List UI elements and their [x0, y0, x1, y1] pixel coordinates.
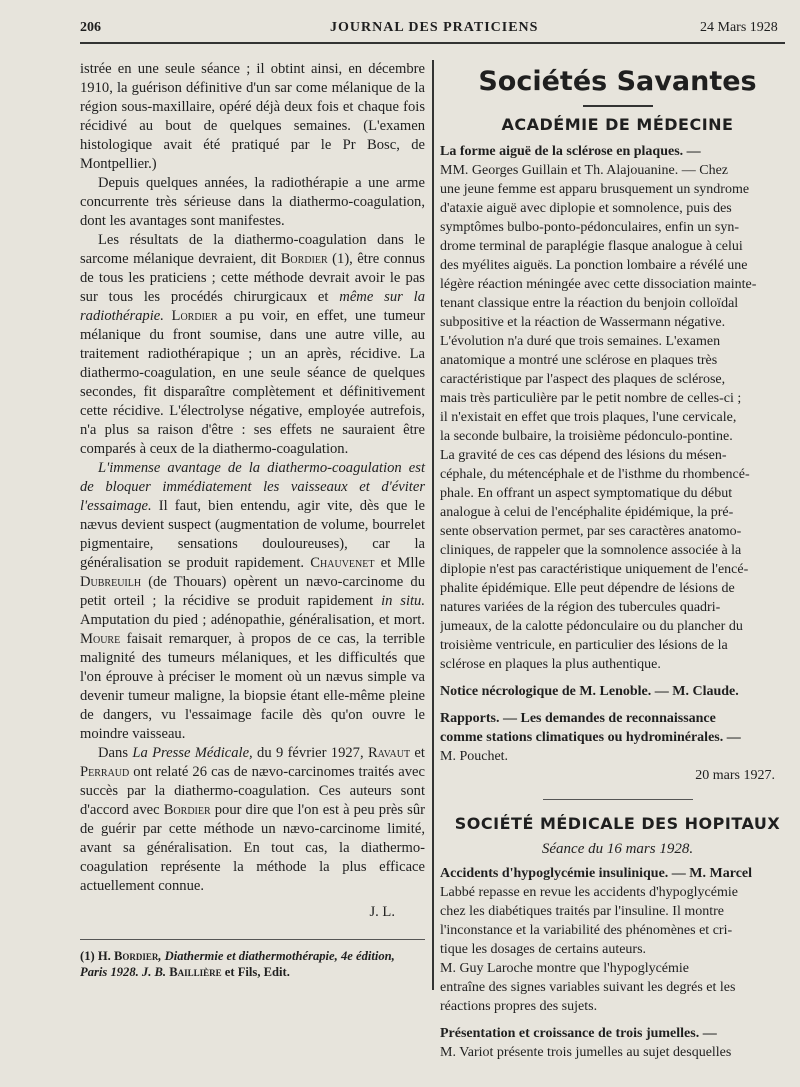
text-line: natures variées de la région des tubercules quadri- [440, 600, 721, 615]
text-line: troisième ventricule, en particulier des lésions de la [440, 638, 728, 653]
text-run: Les résultats de la diathermo-coagulation dans le sarcome mélanique devraient, dit [80, 232, 425, 267]
issue-date: 24 Mars 1928 [700, 20, 778, 35]
publisher-name: Baillière [169, 965, 222, 979]
author-name: Perraud [80, 764, 130, 780]
paragraph-5 [80, 744, 425, 896]
page-number: 206 [80, 20, 101, 35]
italic-run: L'immense avantage de la diathermo-coagulation est de bloquer immédiatement les vaisseaux et d'éviter l'essaimage. [80, 460, 425, 514]
header-rule [80, 42, 785, 44]
text-line: légère réaction méningée avec cette dissociation mainte- [440, 277, 757, 292]
text-run: et Fils, Edit. [221, 965, 290, 979]
author-name: Bordier [280, 251, 328, 267]
text-line: anatomique a montré une sclérose en plaques très [440, 353, 718, 368]
text-line: analogue à celui de l'encéphalite épidémique, la pré- [440, 505, 734, 520]
text-line: La forme aiguë de la sclérose en plaques. — [440, 144, 701, 159]
text-run: Amputation du pied ; adénopathie, généralisation, et mort. [80, 612, 425, 628]
date-line: 20 mars 1927. [695, 768, 775, 783]
text-run: et Mlle [374, 555, 425, 571]
text-run: et [410, 745, 425, 761]
text-run: pour dire que l'on est à peu près sûr de guérir par cette méthode un nævo-carcinome limité, avant sa généralisation. En tout cas, la diathermo-coagulation représente la méthode la plus efficace actuellement connue. [80, 802, 425, 894]
rapports-line-3: M. Pouchet. [440, 749, 509, 764]
text-run: (1) H. [80, 949, 114, 963]
author-name: Bordier [113, 949, 159, 963]
author-name: Moure [80, 631, 121, 647]
text-line: tique les dosages de certains auteurs. [440, 942, 647, 957]
text-line: chez les diabétiques traités par l'insuline. Il montre [440, 904, 724, 919]
signature: J. L. [369, 904, 395, 920]
italic-run: in situ. [381, 593, 425, 609]
text-line: réactions propres des sujets. [440, 999, 598, 1014]
text-line: phale. En offrant un aspect symptomatique du début [440, 486, 733, 501]
text-line: cliniques, de rappeler que la somnolence associée à la [440, 543, 742, 558]
rapports-line-1: Rapports. — Les demandes de reconnaissance [440, 711, 716, 726]
paragraph-2: Depuis quelques années, la radiothérapie a une arme concurrente très sérieuse dans la diathermo-coagulation, dont les avantages sont manifestes. [80, 175, 425, 229]
text-line: mais très particulière par le petit nombre de celles-ci ; [440, 391, 742, 406]
author-name: Chauvenet [310, 555, 375, 571]
notice-line: Notice nécrologique de M. Lenoble. — M. Claude. [440, 684, 739, 699]
paragraph-4 [80, 459, 425, 744]
text-line: subpositive et la réaction de Wassermann négative. [440, 315, 726, 330]
rapports-line-2: comme stations climatiques ou hydrominérales. — [440, 730, 741, 745]
text-run: (de Thouars) opèrent un nævo-carcinome du petit orteil ; la récidive se produit rapidement [80, 574, 425, 609]
text-line: sente observation permet, par ses caractères anatomo- [440, 524, 742, 539]
section-rule [583, 105, 653, 107]
section-divider [543, 799, 693, 800]
text-line: phalite épidémique. Elle peut dépendre de lésions de [440, 581, 735, 596]
right-column [440, 60, 795, 1062]
text-line: sclérose en plaques la plus authentique. [440, 657, 661, 672]
text-run: du 9 février 1927, [252, 745, 368, 761]
paragraph-1: istrée en une seule séance ; il obtint ainsi, en décembre 1910, la guérison définitive d'un sar come mélanique de la région sous-maxillaire, opéré déjà deux fois et chaque fois récidivé au bout de quelques semaines. (L'examen histologique avait été pratiqué par le Pr Bosc, de Montpellier.) [80, 61, 425, 172]
page-header [0, 0, 800, 45]
text-run: ont relaté 26 cas de nævo-carcinomes traités avec succès par la diathermo-coagulation. Ces auteurs sont d'accord avec [80, 764, 425, 818]
text-line: céphale, du métencéphale et de l'isthme du rhombencé- [440, 467, 750, 482]
text-line: symptômes bulbo-ponto-pédonculaires, enfin un syn- [440, 220, 740, 235]
section-title: Sociétés Savantes [478, 66, 757, 97]
left-column [80, 60, 425, 980]
text-line: il n'existait en effet que trois plaques, l'une cervicale, [440, 410, 737, 425]
italic-run: La Presse Médicale, [132, 745, 253, 761]
text-line: jumeaux, de la calotte pédonculaire ou du plancher du [440, 619, 743, 634]
paragraph-3 [80, 231, 425, 459]
text-line: une jeune femme est apparu brusquement un syndrome [440, 182, 750, 197]
text-line: caractéristique par l'aspect des plaques de sclérose, [440, 372, 726, 387]
text-run: Dans [98, 745, 133, 761]
text-line: diplopie n'est pas caractéristique uniquement de l'encé- [440, 562, 749, 577]
text-line: L'évolution n'a duré que trois semaines. L'examen [440, 334, 721, 349]
seance-date: Séance du 16 mars 1928. [541, 841, 694, 857]
italic-run: , Diathermie et diathermothérapie, 4e édition, Paris 1928. J. B. [80, 949, 395, 979]
text-line: l'inconstance et la variabilité des phénomènes et cri- [440, 923, 733, 938]
text-run: (1), être connus de tous les praticiens ; cette méthode devrait avoir le pas sur tous les procédés chirurgicaux et [80, 251, 426, 305]
italic-run: même sur la radiothérapie. [80, 289, 425, 324]
last-line-2: M. Variot présente trois jumelles au sujet desquelles [440, 1045, 732, 1060]
last-line-1: Présentation et croissance de trois jumelles. — [440, 1026, 717, 1041]
column-divider [432, 60, 434, 990]
text-run: faisait remarquer, à propos de ce cas, la terrible malignité des tumeurs mélaniques, et les difficultés que l'on éprouve à préciser le moment où un nævus simple va devenir tumeur maligne, la biopsie étant elle-même pleine de dangers, vu l'essaimage facile dès qu'on ouvre le moindre vaisseau. [80, 631, 425, 742]
footnote [80, 948, 425, 980]
text-line: drome terminal de paraplégie flasque analogue à celui [440, 239, 743, 254]
text-line: Accidents d'hypoglycémie insulinique. — M. Marcel [440, 866, 753, 881]
text-line: d'ataxie aiguë avec diplopie et somnolence, puis des [440, 201, 732, 216]
author-name: Lordier [163, 308, 218, 324]
text-line: entraîne des signes variables suivant les degrés et les [440, 980, 736, 995]
text-line: des myélites aiguës. La ponction lombaire a révélé une [440, 258, 748, 273]
society-heading: SOCIÉTÉ MÉDICALE DES HOPITAUX [454, 814, 781, 833]
author-name: Bordier [163, 802, 211, 818]
academy-heading: ACADÉMIE DE MÉDECINE [501, 115, 734, 134]
text-run: Il faut, bien entendu, agir vite, dès que le nævus devient suspect (augmentation de volume, bourrelet pigmentaire, sensations douloureuses), car la généralisation se produit rapidement. [80, 498, 425, 571]
footnote-rule [80, 939, 425, 940]
academy-text [440, 142, 795, 674]
text-line: MM. Georges Guillain et Th. Alajouanine. — Chez [440, 163, 728, 178]
text-line: La gravité de ces cas dépend des lésions du mésen- [440, 448, 727, 463]
text-run: a pu voir, en effet, une tumeur mélanique du front soumise, dans une autre ville, au traitement radiothérapique ; un an après, récidive. La diathermo-coagulation, en une seule séance de quelques secondes, fit disparaître complètement et définitivement cette récidive. L'électrolyse négative, employée autrefois, n'a plus sa raison d'être : ses effets ne sauraient être comparés à ceux de la diathermo-coagulation. [80, 308, 425, 457]
society-text [440, 864, 795, 1016]
author-name: Dubreuilh [80, 574, 142, 590]
journal-title: JOURNAL DES PRATICIENS [330, 20, 539, 35]
author-name: Ravaut [367, 745, 411, 761]
text-line: M. Guy Laroche montre que l'hypoglycémie [440, 961, 690, 976]
text-line: Labbé repasse en revue les accidents d'hypoglycémie [440, 885, 738, 900]
text-line: la seconde bulbaire, la troisième pédonculo-pontine. [440, 429, 733, 444]
text-line: tenant classique entre la réaction du benjoin colloïdal [440, 296, 739, 311]
